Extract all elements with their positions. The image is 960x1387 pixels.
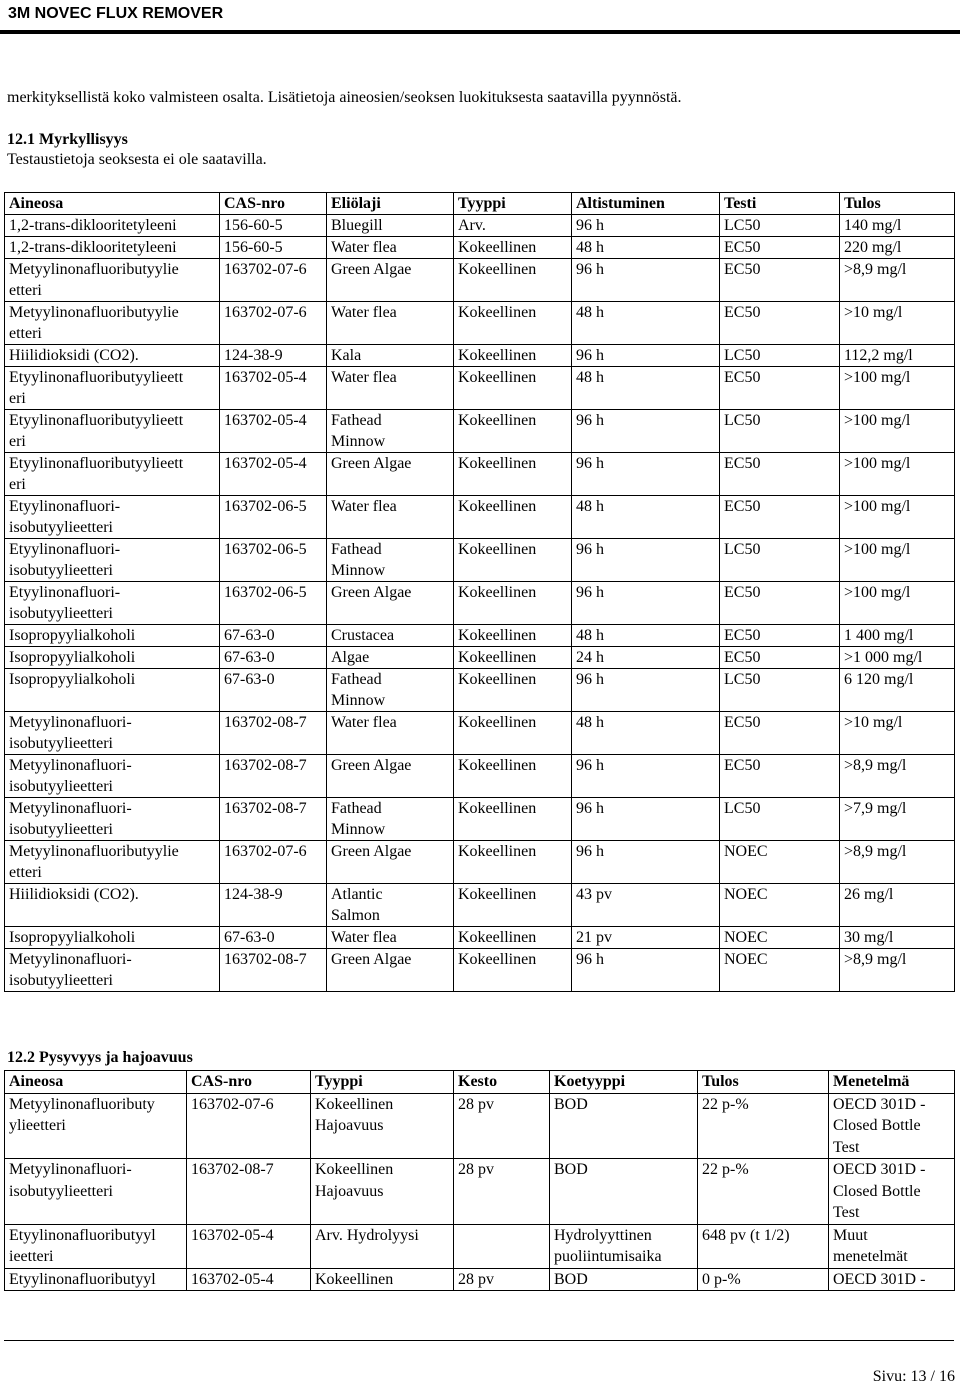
tox-cell: >100 mg/l [840,539,955,582]
tox-cell: NOEC [720,949,840,992]
tox-header-cell: CAS-nro [220,193,327,215]
tox-cell: Atlantic Salmon [327,884,454,927]
tox-cell: 156-60-5 [220,237,327,259]
deg-header-cell: Aineosa [5,1071,187,1094]
table-row [5,927,955,949]
tox-cell: 48 h [572,237,720,259]
tox-cell: 96 h [572,215,720,237]
tox-cell: Etyylinonafluori- isobutyylieetteri [5,539,220,582]
tox-cell: Green Algae [327,841,454,884]
tox-cell: EC50 [720,453,840,496]
tox-cell: >8,9 mg/l [840,259,955,302]
table-row [5,496,955,539]
tox-cell: Crustacea [327,625,454,647]
tox-cell: >100 mg/l [840,367,955,410]
tox-header-cell: Tyyppi [454,193,572,215]
tox-cell: Green Algae [327,259,454,302]
deg-cell: Arv. Hydrolyysi [311,1224,454,1268]
table-row [5,367,955,410]
table-row [5,669,955,712]
tox-cell: 43 pv [572,884,720,927]
table-row [5,345,955,367]
toxicity-table-body [5,215,955,992]
deg-header-cell: Menetelmä [829,1071,955,1094]
table-row [5,625,955,647]
tox-cell: Kokeellinen [454,453,572,496]
tox-cell: Fathead Minnow [327,669,454,712]
tox-cell: Metyylinonafluori- isobutyylieetteri [5,798,220,841]
table-row [5,841,955,884]
tox-cell: Metyylinonafluoributyylie etteri [5,259,220,302]
tox-cell: >7,9 mg/l [840,798,955,841]
tox-cell: 163702-08-7 [220,712,327,755]
tox-cell: Kokeellinen [454,237,572,259]
tox-header-cell: Tulos [840,193,955,215]
tox-cell: 1 400 mg/l [840,625,955,647]
tox-cell: 67-63-0 [220,647,327,669]
intro-text: merkityksellistä koko valmisteen osalta. Lisätietoja aineosien/seoksen luokituksesta saatavilla pyynnöstä. [7,89,682,106]
tox-cell: NOEC [720,927,840,949]
tox-cell: Kokeellinen [454,259,572,302]
table-row [5,798,955,841]
tox-cell: 124-38-9 [220,884,327,927]
tox-cell: 6 120 mg/l [840,669,955,712]
table-row [5,755,955,798]
deg-cell: Kokeellinen Hajoavuus [311,1159,454,1225]
toxicity-table-header [5,193,955,215]
tox-cell: Green Algae [327,453,454,496]
tox-cell: NOEC [720,841,840,884]
section-12-1-note: Testaustietoja seoksesta ei ole saatavilla. [7,151,267,168]
tox-cell: Green Algae [327,582,454,625]
tox-cell: >100 mg/l [840,582,955,625]
tox-cell: Kokeellinen [454,302,572,345]
toxicity-table [4,192,955,992]
tox-cell: LC50 [720,215,840,237]
tox-cell: 163702-07-6 [220,841,327,884]
tox-cell: 163702-07-6 [220,302,327,345]
tox-cell: 163702-07-6 [220,259,327,302]
tox-cell: 96 h [572,539,720,582]
deg-cell: BOD [550,1093,698,1159]
tox-cell: 163702-06-5 [220,582,327,625]
deg-cell: 22 p-% [698,1159,829,1225]
tox-cell: Metyylinonafluori- isobutyylieetteri [5,949,220,992]
tox-cell: >100 mg/l [840,410,955,453]
tox-cell: Fathead Minnow [327,410,454,453]
tox-cell: Fathead Minnow [327,539,454,582]
tox-cell: 24 h [572,647,720,669]
tox-cell: 21 pv [572,927,720,949]
tox-cell: Etyylinonafluori- isobutyylieetteri [5,496,220,539]
tox-cell: Arv. [454,215,572,237]
tox-cell: Water flea [327,927,454,949]
tox-cell: 163702-05-4 [220,410,327,453]
deg-cell: 163702-07-6 [187,1093,311,1159]
table-row [5,237,955,259]
table-row [5,949,955,992]
deg-cell: 163702-05-4 [187,1224,311,1268]
degradation-table-body [5,1093,955,1291]
tox-cell: Kokeellinen [454,884,572,927]
tox-cell: Metyylinonafluori- isobutyylieetteri [5,755,220,798]
document-header [0,0,960,29]
degradation-table-header [5,1071,955,1094]
tox-cell: EC50 [720,259,840,302]
deg-cell: 28 pv [454,1159,550,1225]
table-row [5,302,955,345]
degradation-table [4,1070,955,1291]
tox-cell: Kokeellinen [454,625,572,647]
tox-cell: Kokeellinen [454,712,572,755]
tox-cell: 48 h [572,496,720,539]
tox-cell: EC50 [720,647,840,669]
table-row [5,1159,955,1225]
tox-cell: 163702-08-7 [220,949,327,992]
tox-cell: 163702-05-4 [220,453,327,496]
tox-cell: Kokeellinen [454,367,572,410]
tox-cell: 163702-05-4 [220,367,327,410]
table-row [5,1224,955,1268]
tox-cell: Kala [327,345,454,367]
tox-cell: >100 mg/l [840,453,955,496]
tox-cell: >8,9 mg/l [840,841,955,884]
tox-cell: 96 h [572,259,720,302]
tox-cell: 48 h [572,625,720,647]
tox-cell: Etyylinonafluori- isobutyylieetteri [5,582,220,625]
tox-cell: LC50 [720,669,840,712]
page-number: Sivu: 13 / 16 [872,1368,955,1385]
tox-cell: 163702-08-7 [220,755,327,798]
tox-cell: 163702-08-7 [220,798,327,841]
tox-header-cell: Eliölaji [327,193,454,215]
tox-cell: Isopropyylialkoholi [5,927,220,949]
tox-cell: 96 h [572,410,720,453]
tox-cell: LC50 [720,410,840,453]
tox-cell: LC50 [720,798,840,841]
table-row [5,539,955,582]
tox-cell: 67-63-0 [220,625,327,647]
tox-cell: 26 mg/l [840,884,955,927]
tox-cell: 67-63-0 [220,927,327,949]
deg-cell: Etyylinonafluoributyyl ieetteri [5,1224,187,1268]
deg-cell: 28 pv [454,1268,550,1291]
deg-cell: 163702-05-4 [187,1268,311,1291]
tox-cell: Kokeellinen [454,841,572,884]
deg-header-cell: CAS-nro [187,1071,311,1094]
deg-cell: Kokeellinen Hajoavuus [311,1093,454,1159]
tox-cell: Metyylinonafluori- isobutyylieetteri [5,712,220,755]
tox-cell: EC50 [720,302,840,345]
tox-cell: 96 h [572,345,720,367]
tox-cell: Isopropyylialkoholi [5,669,220,712]
tox-cell: Kokeellinen [454,410,572,453]
tox-cell: Hiilidioksidi (CO2). [5,345,220,367]
tox-cell: LC50 [720,345,840,367]
section-12-2-heading: 12.2 Pysyvyys ja hajoavuus [7,1049,193,1066]
tox-cell: Kokeellinen [454,582,572,625]
tox-cell: Hiilidioksidi (CO2). [5,884,220,927]
tox-cell: 156-60-5 [220,215,327,237]
table-row [5,1093,955,1159]
tox-header-cell: Altistuminen [572,193,720,215]
tox-cell: LC50 [720,539,840,582]
tox-cell: Etyylinonafluoributyylieett eri [5,367,220,410]
tox-cell: Kokeellinen [454,647,572,669]
deg-cell: 163702-08-7 [187,1159,311,1225]
table-row [5,712,955,755]
table-row [5,1268,955,1291]
tox-cell: >10 mg/l [840,302,955,345]
deg-cell: 0 p-% [698,1268,829,1291]
deg-cell: Etyylinonafluoributyyl [5,1268,187,1291]
tox-cell: Water flea [327,496,454,539]
tox-cell: 112,2 mg/l [840,345,955,367]
table-row [5,582,955,625]
tox-cell: >8,9 mg/l [840,949,955,992]
tox-cell: Kokeellinen [454,345,572,367]
tox-cell: EC50 [720,237,840,259]
tox-cell: EC50 [720,367,840,410]
tox-cell: Green Algae [327,949,454,992]
tox-cell: 96 h [572,669,720,712]
tox-cell: 140 mg/l [840,215,955,237]
tox-cell: Fathead Minnow [327,798,454,841]
tox-header-cell: Aineosa [5,193,220,215]
tox-cell: 96 h [572,949,720,992]
tox-cell: 96 h [572,798,720,841]
deg-header-cell: Kesto [454,1071,550,1094]
tox-cell: 48 h [572,367,720,410]
deg-header-cell: Tyyppi [311,1071,454,1094]
deg-cell: 648 pv (t 1/2) [698,1224,829,1268]
tox-cell: Metyylinonafluoributyylie etteri [5,302,220,345]
tox-cell: 48 h [572,302,720,345]
tox-cell: 1,2-trans-diklooritetyleeni [5,215,220,237]
deg-header-cell: Koetyyppi [550,1071,698,1094]
tox-cell: Water flea [327,367,454,410]
tox-cell: Kokeellinen [454,949,572,992]
tox-cell: NOEC [720,884,840,927]
tox-cell: EC50 [720,496,840,539]
deg-cell: 28 pv [454,1093,550,1159]
deg-cell: Metyylinonafluori- isobutyylieetteri [5,1159,187,1225]
tox-cell: Isopropyylialkoholi [5,625,220,647]
table-row [5,453,955,496]
tox-cell: 163702-06-5 [220,539,327,582]
tox-header-cell: Testi [720,193,840,215]
tox-cell: 30 mg/l [840,927,955,949]
tox-cell: Etyylinonafluoributyylieett eri [5,410,220,453]
deg-cell: Metyylinonafluoributy ylieetteri [5,1093,187,1159]
table-row [5,647,955,669]
tox-cell: Kokeellinen [454,927,572,949]
tox-cell: >8,9 mg/l [840,755,955,798]
deg-cell [454,1224,550,1268]
tox-cell: Kokeellinen [454,669,572,712]
tox-cell: Kokeellinen [454,798,572,841]
tox-cell: 220 mg/l [840,237,955,259]
tox-cell: 1,2-trans-diklooritetyleeni [5,237,220,259]
tox-cell: 48 h [572,712,720,755]
tox-cell: Kokeellinen [454,539,572,582]
tox-cell: Water flea [327,302,454,345]
tox-cell: 96 h [572,582,720,625]
tox-cell: 124-38-9 [220,345,327,367]
tox-cell: Kokeellinen [454,755,572,798]
table-row [5,215,955,237]
tox-cell: 163702-06-5 [220,496,327,539]
deg-cell: BOD [550,1159,698,1225]
tox-cell: >10 mg/l [840,712,955,755]
section-12-1-heading: 12.1 Myrkyllisyys [7,131,128,148]
tox-cell: Water flea [327,712,454,755]
tox-cell: Metyylinonafluoributyylie etteri [5,841,220,884]
tox-cell: EC50 [720,582,840,625]
table-row [5,259,955,302]
document-title: 3M NOVEC FLUX REMOVER [8,5,224,22]
header-divider [0,30,960,34]
deg-cell: Hydrolyyttinen puoliintumisaika [550,1224,698,1268]
deg-cell: 22 p-% [698,1093,829,1159]
tox-cell: >100 mg/l [840,496,955,539]
tox-cell: Algae [327,647,454,669]
tox-cell: Kokeellinen [454,496,572,539]
tox-cell: 67-63-0 [220,669,327,712]
table-row [5,410,955,453]
deg-cell: BOD [550,1268,698,1291]
deg-cell: OECD 301D - [829,1268,955,1291]
tox-cell: 96 h [572,755,720,798]
tox-cell: EC50 [720,625,840,647]
deg-cell: OECD 301D - Closed Bottle Test [829,1093,955,1159]
tox-cell: Etyylinonafluoributyylieett eri [5,453,220,496]
tox-cell: 96 h [572,453,720,496]
tox-cell: Water flea [327,237,454,259]
footer-divider [4,1340,954,1341]
deg-cell: Kokeellinen [311,1268,454,1291]
tox-cell: 96 h [572,841,720,884]
tox-cell: Bluegill [327,215,454,237]
deg-header-cell: Tulos [698,1071,829,1094]
tox-cell: Green Algae [327,755,454,798]
table-row [5,884,955,927]
deg-cell: OECD 301D - Closed Bottle Test [829,1159,955,1225]
tox-cell: EC50 [720,712,840,755]
tox-cell: Isopropyylialkoholi [5,647,220,669]
tox-cell: >1 000 mg/l [840,647,955,669]
deg-cell: Muut menetelmät [829,1224,955,1268]
tox-cell: EC50 [720,755,840,798]
